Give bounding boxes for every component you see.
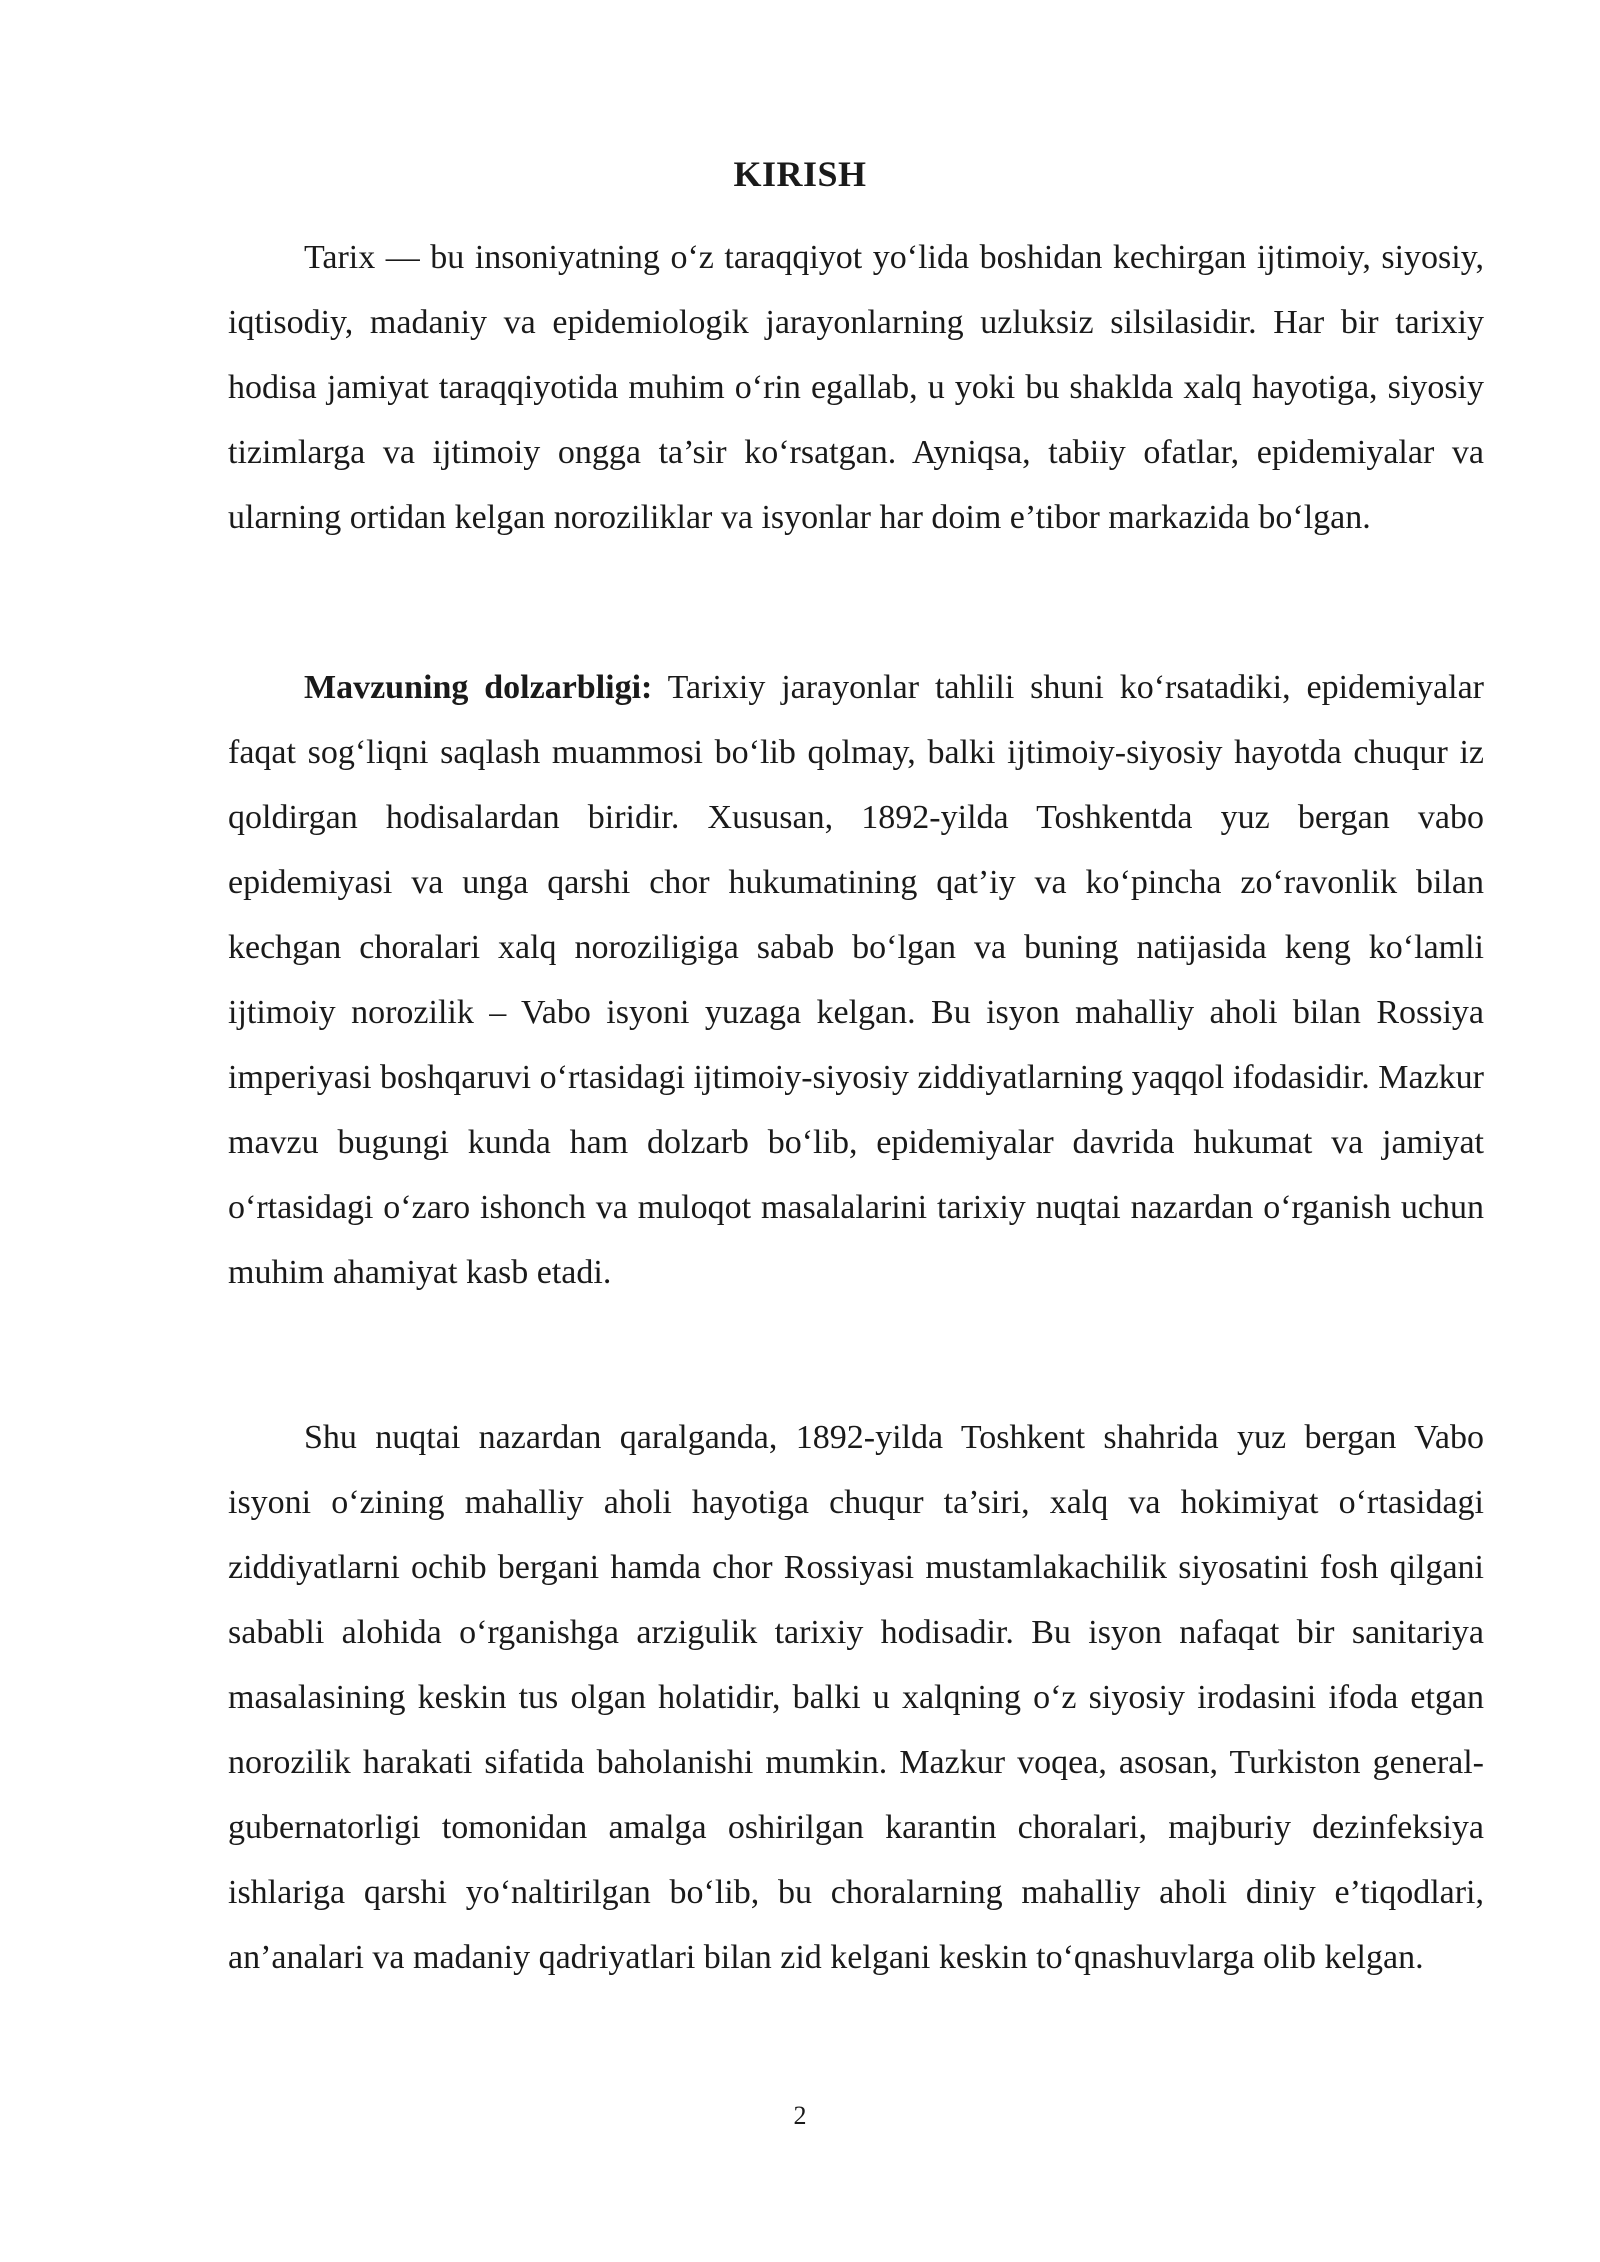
paragraph-text (228, 655, 1484, 1305)
paragraph-body: Tarixiy jarayonlar tahlili shuni ko‘rsatadiki, epidemiyalar faqat sog‘liqni saqlash muammosi bo‘lib qolmay, balki ijtimoiy-siyosiy hayotda chuqur iz qoldirgan hodisalardan biridir. Xususan, 1892-yilda Toshkentda yuz bergan vabo epidemiyasi va unga qarshi chor hukumatining qat’iy va ko‘pincha zo‘ravonlik bilan kechgan choralari xalq noroziligiga sabab bo‘lgan va buning natijasida keng ko‘lamli ijtimoiy norozilik – Vabo isyoni yuzaga kelgan. Bu isyon mahalliy aholi bilan Rossiya imperiyasi boshqaruvi o‘rtasidagi ijtimoiy-siyosiy ziddiyatlarning yaqqol ifodasidir. Mazkur mavzu bugungi kunda ham dolzarb bo‘lib, epidemiyalar davrida hukumat va jamiyat o‘rtasidagi o‘zaro ishonch va muloqot masalalarini tarixiy nuqtai nazardan o‘rganish uchun muhim ahamiyat kasb etadi. (228, 669, 1484, 1291)
paragraph-significance (228, 1405, 1484, 1990)
paragraph-relevance (228, 655, 1484, 1305)
paragraph-lead: Mavzuning dolzarbligi: (304, 669, 653, 706)
paragraph-body: Shu nuqtai nazardan qaralganda, 1892-yilda Toshkent shahrida yuz bergan Vabo isyoni o‘zining mahalliy aholi hayotiga chuqur ta’siri, xalq va hokimiyat o‘rtasidagi ziddiyatlarni ochib bergani hamda chor Rossiyasi mustamlakachilik siyosatini fosh qilgani sababli alohida o‘rganishga arzigulik tarixiy hodisadir. Bu isyon nafaqat bir sanitariya masalasining keskin tus olgan holatidir, balki u xalqning o‘z siyosiy irodasini ifoda etgan norozilik harakati sifatida baholanishi mumkin. Mazkur voqea, asosan, Turkiston general-gubernatorligi tomonidan amalga oshirilgan karantin choralari, majburiy dezinfeksiya ishlariga qarshi yo‘naltirilgan bo‘lib, bu choralarning mahalliy aholi diniy e’tiqodlari, an’analari va madaniy qadriyatlari bilan zid kelgani keskin to‘qnashuvlarga olib kelgan. (228, 1419, 1484, 1976)
paragraph-text (228, 225, 1484, 550)
paragraph-body: Tarix — bu insoniyatning o‘z taraqqiyot yo‘lida boshidan kechirgan ijtimoiy, siyosiy, iqtisodiy, madaniy va epidemiologik jarayonlarning uzluksiz silsilasidir. Har bir tarixiy hodisa jamiyat taraqqiyotida muhim o‘rin egallab, u yoki bu shaklda xalq hayotiga, siyosiy tizimlarga va ijtimoiy ongga ta’sir ko‘rsatgan. Ayniqsa, tabiiy ofatlar, epidemiyalar va ularning ortidan kelgan noroziliklar va isyonlar har doim e’tibor markazida bo‘lgan. (228, 239, 1484, 536)
page-number: 2 (793, 2101, 807, 2130)
paragraph-introduction (228, 225, 1484, 550)
section-heading: KIRISH (733, 154, 867, 194)
paragraph-text (228, 1405, 1484, 1990)
